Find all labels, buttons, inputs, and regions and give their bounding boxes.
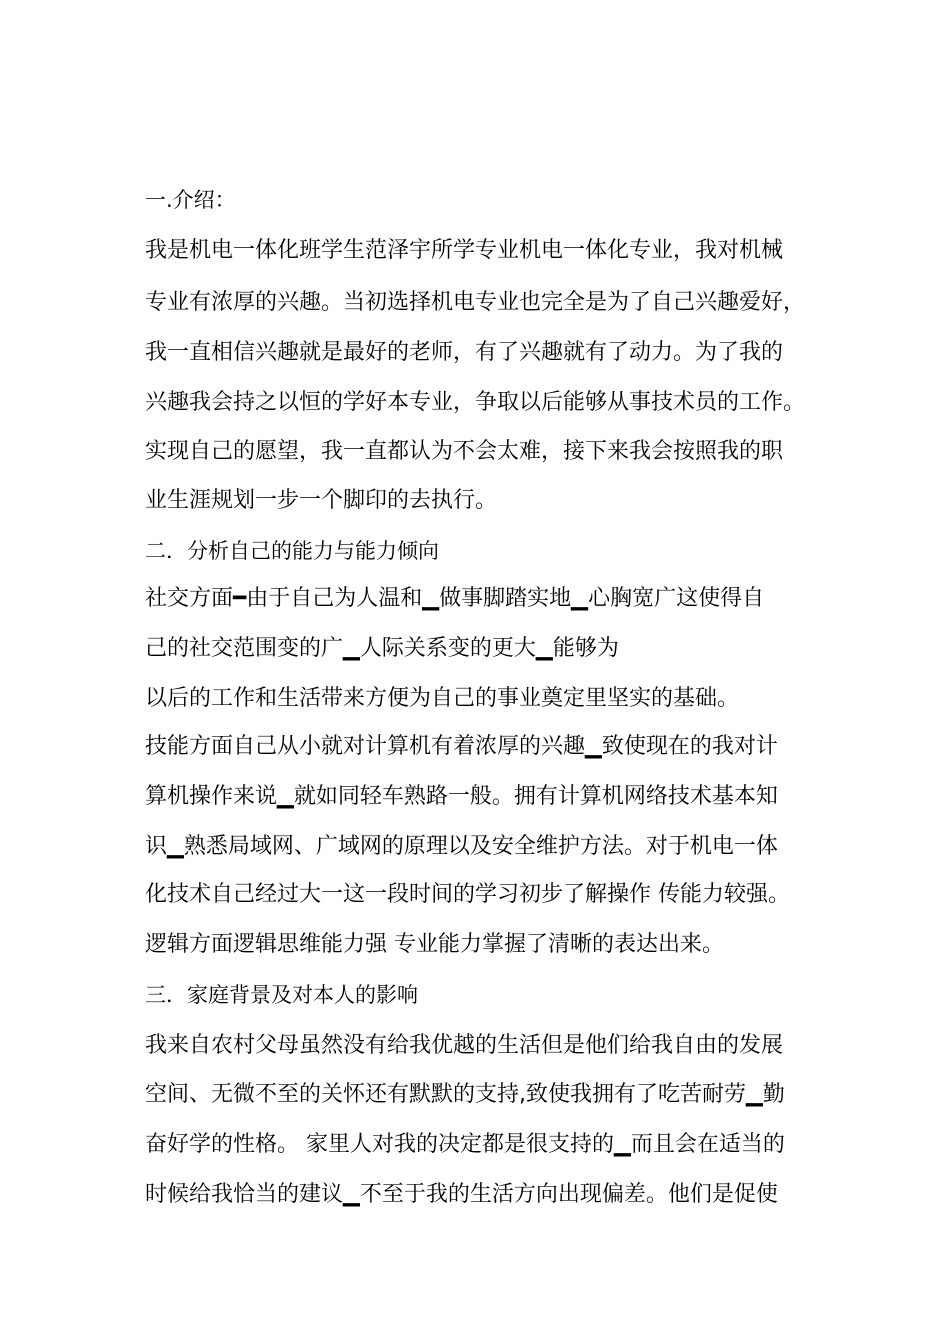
paragraph-line: 化技术自己经过大一这一段时间的学习初步了解操作 传能力较强。	[145, 882, 790, 907]
paragraph-line: 业生涯规划一步一个脚印的去执行。	[145, 488, 498, 513]
section-heading-family: 三．家庭背景及对本人的影响	[145, 983, 418, 1007]
paragraph-line: 社交方面━由于自己为人温和▁做事脚踏实地▁心胸宽广这使得自	[145, 586, 765, 611]
paragraph-line: 己的社交范围变的广▁人际关系变的更大▁能够为	[145, 636, 619, 661]
section-heading-ability: 二．分析自己的能力与能力倾向	[145, 539, 439, 563]
paragraph-line: 算机操作来说▁就如同轻车熟路一般。拥有计算机网络技术基本知	[145, 784, 778, 809]
paragraph-line: 专业有浓厚的兴趣。当初选择机电专业也完全是为了自己兴趣爱好，	[145, 290, 806, 315]
paragraph-line: 以后的工作和生活带来方便为自己的事业奠定里坚实的基础。	[145, 686, 740, 711]
paragraph-line: 我一直相信兴趣就是最好的老师，有了兴趣就有了动力。为了我的	[145, 340, 784, 365]
paragraph-line: 逻辑方面逻辑思维能力强 专业能力掌握了清晰的表达出来。	[145, 932, 724, 957]
paragraph-line: 奋好学的性格。 家里人对我的决定都是很支持的▁而且会在适当的	[145, 1132, 785, 1157]
section-heading-intro: 一.介绍：	[145, 188, 236, 212]
paragraph-line: 我来自农村父母虽然没有给我优越的生活但是他们给我自由的发展	[145, 1033, 784, 1058]
paragraph-line: 我是机电一体化班学生范泽宇所学专业机电一体化专业，我对机械	[145, 238, 784, 263]
paragraph-line: 时候给我恰当的建议▁不至于我的生活方向出现偏差。他们是促使	[145, 1182, 778, 1207]
paragraph-line: 识▁熟悉局域网、广域网的原理以及安全维护方法。对于机电一体	[145, 834, 778, 859]
paragraph-line: 技能方面自己从小就对计算机有着浓厚的兴趣▁致使现在的我对计	[145, 734, 778, 759]
paragraph-line: 空间、无微不至的关怀还有默默的支持,致使我拥有了吃苦耐劳▁勤	[145, 1082, 785, 1107]
paragraph-line: 实现自己的愿望，我一直都认为不会太难，接下来我会按照我的职	[145, 439, 784, 464]
paragraph-line: 兴趣我会持之以恒的学好本专业，争取以后能够从事技术员的工作。	[145, 390, 806, 415]
